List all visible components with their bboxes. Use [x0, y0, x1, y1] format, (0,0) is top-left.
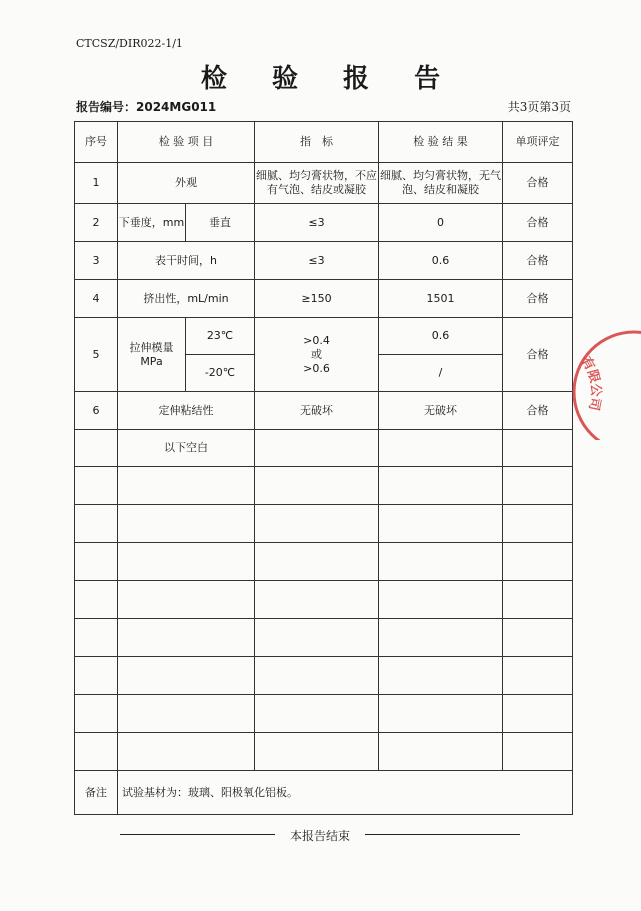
empty-row	[75, 543, 573, 581]
row-subitem: -20℃	[186, 355, 255, 392]
row-item: 定伸粘结性	[118, 392, 255, 430]
row-subitem: 23℃	[186, 318, 255, 355]
row-judge: 合格	[503, 242, 573, 280]
table-row	[75, 430, 573, 467]
blank-note: 以下空白	[118, 430, 255, 467]
row-judge: 合格	[503, 392, 573, 430]
report-end-line	[120, 827, 520, 841]
report-number: 报告编号：2024MG011	[76, 100, 217, 114]
page-title: 检 验 报 告	[200, 64, 459, 94]
row-judge: 合格	[503, 318, 573, 392]
row-spec: 细腻、均匀膏状物，不应有气泡、结皮或凝胶	[255, 163, 379, 204]
row-item: 外观	[118, 163, 255, 204]
remark-text: 试验基材为：玻璃、阳极氧化铝板。	[118, 771, 573, 815]
row-subitem: 垂直	[186, 204, 255, 242]
table-header-row	[75, 122, 573, 163]
empty-row	[75, 657, 573, 695]
row-no: 5	[75, 318, 118, 392]
row-result: 0	[379, 204, 503, 242]
empty-row	[75, 581, 573, 619]
row-item: 表干时间，h	[118, 242, 255, 280]
row-result: 0.6	[379, 318, 503, 355]
page-info: 共3页第3页	[507, 100, 571, 114]
row-judge: 合格	[503, 280, 573, 318]
row-spec: ≤3	[255, 204, 379, 242]
row-item-unit: MPa	[140, 354, 163, 368]
spec-line: >0.6	[303, 361, 330, 375]
row-item	[118, 318, 186, 392]
row-item: 下垂度，mm	[118, 204, 186, 242]
empty-row	[75, 733, 573, 771]
row-no: 2	[75, 204, 118, 242]
row-result: 0.6	[379, 242, 503, 280]
company-seal-partial	[556, 330, 641, 440]
svg-text:有限公司: 有限公司	[577, 354, 603, 412]
table-row	[75, 318, 573, 355]
row-item-name: 拉伸模量	[129, 340, 174, 354]
row-spec: ≥150	[255, 280, 379, 318]
table-row	[75, 280, 573, 318]
row-spec	[255, 318, 379, 392]
header-spec: 指 标	[255, 122, 379, 163]
header-judge: 单项评定	[503, 122, 573, 163]
remark-label: 备注	[75, 771, 118, 815]
row-item: 挤出性，mL/min	[118, 280, 255, 318]
row-spec: 无破坏	[255, 392, 379, 430]
row-no: 6	[75, 392, 118, 430]
row-no: 4	[75, 280, 118, 318]
spec-line: >0.4	[303, 333, 330, 347]
header-result: 检 验 结 果	[379, 122, 503, 163]
row-result: 1501	[379, 280, 503, 318]
table-row	[75, 242, 573, 280]
empty-row	[75, 695, 573, 733]
empty-row	[75, 505, 573, 543]
row-result: /	[379, 355, 503, 392]
row-result: 无破坏	[379, 392, 503, 430]
header-no: 序号	[75, 122, 118, 163]
table-row	[75, 204, 573, 242]
row-judge: 合格	[503, 204, 573, 242]
row-judge: 合格	[503, 163, 573, 204]
row-spec: ≤3	[255, 242, 379, 280]
row-no: 3	[75, 242, 118, 280]
header-item: 检 验 项 目	[118, 122, 255, 163]
document-reference: CTCSZ/DIR022-1/1	[76, 37, 183, 50]
empty-row	[75, 467, 573, 505]
report-end-text: 本报告结束	[289, 829, 350, 843]
spec-line: 或	[311, 347, 322, 361]
end-divider-right	[365, 834, 520, 835]
seal-icon	[556, 330, 641, 440]
row-result: 细腻、均匀膏状物，无气泡、结皮和凝胶	[379, 163, 503, 204]
report-table	[74, 121, 573, 815]
table-row	[75, 163, 573, 204]
empty-row	[75, 619, 573, 657]
table-row	[75, 392, 573, 430]
remark-row	[75, 771, 573, 815]
row-no: 1	[75, 163, 118, 204]
